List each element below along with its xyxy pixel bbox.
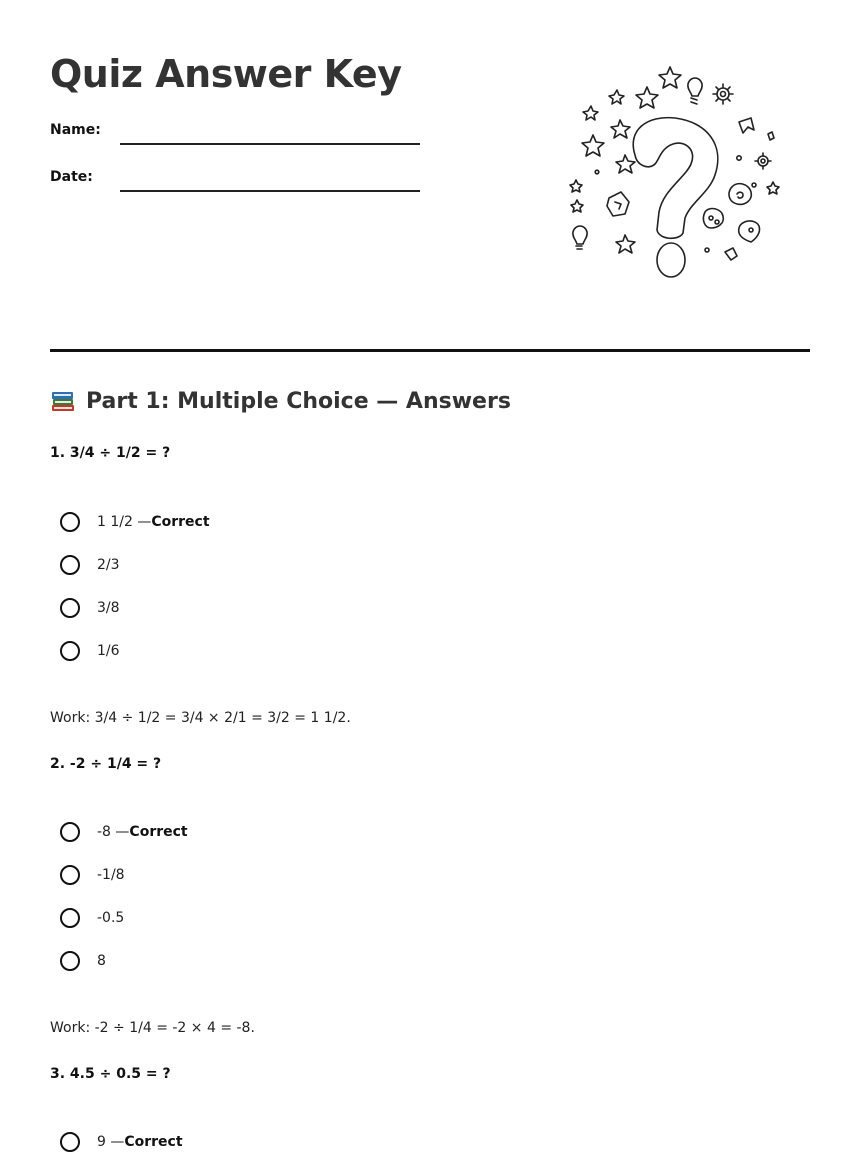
correct-marker: Correct: [151, 514, 210, 530]
header-divider: [50, 349, 810, 352]
section-heading: [50, 388, 511, 414]
section-title: Part 1: Multiple Choice — Answers: [86, 388, 511, 414]
name-field[interactable]: [120, 143, 420, 145]
question-1-option-3[interactable]: [60, 598, 120, 618]
option-text: 1 1/2 —: [97, 514, 152, 530]
question-3-option-1[interactable]: [60, 1132, 183, 1152]
question-1-option-1[interactable]: [60, 512, 210, 532]
correct-marker: Correct: [129, 824, 188, 840]
radio-button[interactable]: [60, 951, 80, 971]
option-text: -1/8: [97, 867, 125, 883]
question-2-option-3[interactable]: [60, 908, 124, 928]
radio-button[interactable]: [60, 555, 80, 575]
radio-button[interactable]: [60, 865, 80, 885]
correct-marker: Correct: [124, 1134, 183, 1150]
radio-button[interactable]: [60, 908, 80, 928]
question-2-option-1[interactable]: [60, 822, 188, 842]
books-icon: [50, 388, 76, 414]
question-3-prompt: 3. 4.5 ÷ 0.5 = ?: [50, 1066, 171, 1082]
question-2-prompt: 2. -2 ÷ 1/4 = ?: [50, 756, 162, 772]
radio-button[interactable]: [60, 598, 80, 618]
radio-button[interactable]: [60, 1132, 80, 1152]
question-mark-illustration: [565, 60, 785, 285]
name-label: Name:: [50, 122, 101, 138]
option-text: 9 —: [97, 1134, 125, 1150]
question-1-option-2[interactable]: [60, 555, 120, 575]
option-text: 3/8: [97, 600, 120, 616]
question-2-work: Work: -2 ÷ 1/4 = -2 × 4 = -8.: [50, 1020, 255, 1036]
date-field[interactable]: [120, 190, 420, 192]
page-title: Quiz Answer Key: [50, 52, 402, 96]
question-1-work: Work: 3/4 ÷ 1/2 = 3/4 × 2/1 = 3/2 = 1 1/2.: [50, 710, 351, 726]
question-1-option-4[interactable]: [60, 641, 120, 661]
radio-button[interactable]: [60, 641, 80, 661]
option-text: -8 —: [97, 824, 130, 840]
option-text: 2/3: [97, 557, 120, 573]
question-2-option-2[interactable]: [60, 865, 125, 885]
option-text: 8: [97, 953, 106, 969]
radio-button[interactable]: [60, 822, 80, 842]
option-text: 1/6: [97, 643, 120, 659]
date-label: Date:: [50, 169, 93, 185]
option-text: -0.5: [97, 910, 125, 926]
radio-button[interactable]: [60, 512, 80, 532]
question-1-prompt: 1. 3/4 ÷ 1/2 = ?: [50, 445, 171, 461]
question-2-option-4[interactable]: [60, 951, 106, 971]
